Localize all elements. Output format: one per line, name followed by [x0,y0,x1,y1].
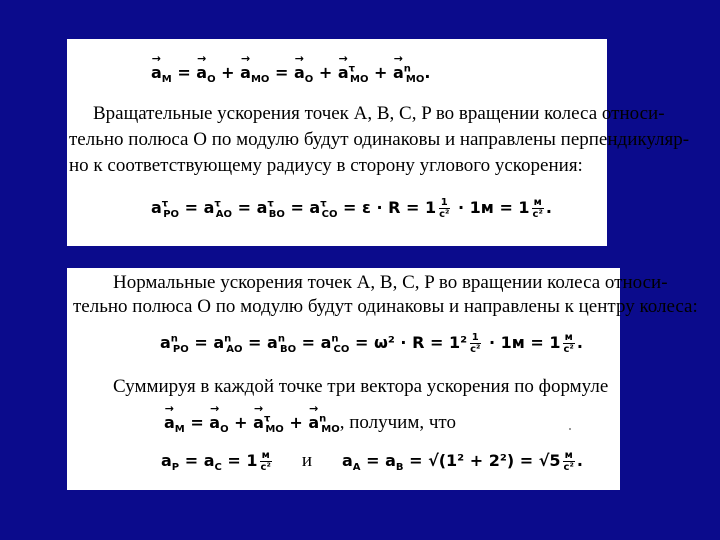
equation-result-a-b: $a_A = a_B = √(1^2 + 2^2) = √5$ $\frac{м}{\text{c²}}$ . [342,450,583,474]
stray-dot [569,428,571,430]
tangential-text-line-2: тельно полюса O по модулю будут одинаковы и направлены перпендикуляр- [69,129,690,150]
panel-tangential [67,39,690,246]
equation-normal: $a^n_{PO} = a^n_{AO} = a^n_{BO} = a^n_{CO} = \omega^2 \cdot R = 1^2$ $\frac{1}{\text{c²}}$ · 1м = 1 $\frac{м}{\text{c²}}$ . [160,332,583,356]
equation-result-p-c: $a_P = a_C = 1$ $\frac{м}{\text{c²}}$ [161,450,271,474]
result-row [161,450,583,473]
normal-text-line-2: тельно полюса O по модулю будут одинаковы и направлены к центру колеса: [73,296,698,317]
sum-text: Суммируя в каждой точке три вектора ускорения по формуле [113,376,609,397]
equation-vector-sum-2: → $a_M$ = → $a_O$ + → $a^\tau_{MO}$ + → $a^n_{MO}$ [164,413,340,432]
normal-text-line-1: Нормальные ускорения точек A, B, C, P во вращении колеса относи- [113,272,668,293]
and-text: и [301,450,312,471]
equation-sum-row [164,412,456,435]
tangential-text-line-3: но к соответствующему радиусу в сторону углового ускорения: [69,155,583,176]
equation-vector-sum: → $a_M$ = → $a_O$ + → $a_{MO}$ = → $a_O$ + → $a^\tau_{MO}$ + → $a^n_{MO}$. [151,63,430,85]
tangential-text-line-1: Вращательные ускорения точек A, B, C, P во вращении колеса относи- [93,103,665,124]
obtain-text: , получим, что [339,412,456,433]
panel-normal [67,268,698,490]
equation-tangential: $a^\tau_{PO} = a^\tau_{AO} = a^\tau_{BO} = a^\tau_{CO} = \varepsilon \cdot R = 1$ $\frac{1}{\text{c²}}$ · 1м = 1 $\frac{м}{\text{c²}}$ . [151,197,552,221]
